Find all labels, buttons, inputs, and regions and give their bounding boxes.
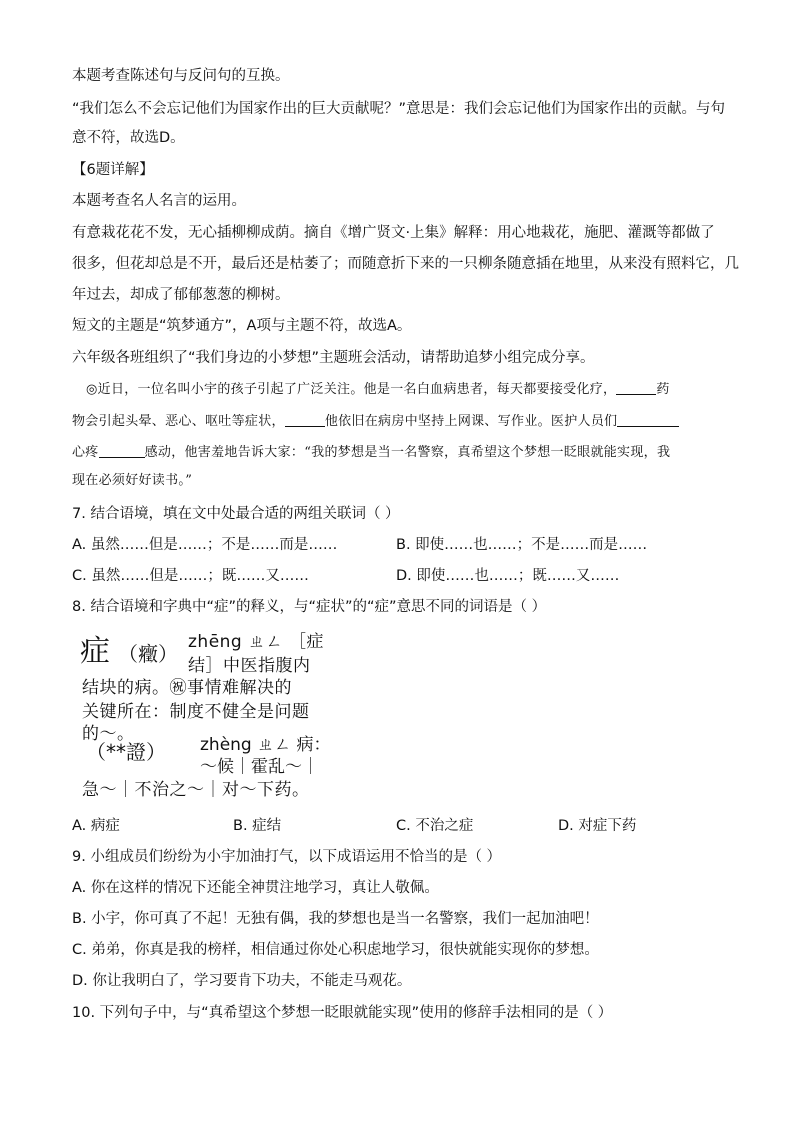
passage-text: 心疼 (72, 445, 99, 460)
option-d[interactable]: D. 对症下药 (558, 818, 637, 834)
passage-line (72, 443, 670, 462)
fill-blank[interactable] (99, 443, 145, 458)
dict-pinyin: zhēng ㄓㄥ ［症 (188, 632, 325, 652)
question-stem: 8. 结合语境和字典中“症”的释义，与“症状”的“症”意思不同的词语是（ ） (72, 599, 547, 615)
option-d[interactable]: D. 即使……也……；既……又…… (396, 568, 620, 584)
passage-text: ◎近日，一位名叫小宇的孩子引起了广泛关注。他是一名白血病患者，每天都要接受化疗， (86, 382, 617, 397)
text-line: 短文的主题是“筑梦通方”，A项与主题不符，故选A。 (72, 318, 412, 334)
option-b[interactable]: B. 小宇，你可真了不起！无独有偶，我的梦想也是当一名警察，我们一起加油吧！ (72, 911, 599, 927)
question-stem: 7. 结合语境，填在文中处最合适的两组关联词（ ） (72, 506, 400, 522)
option-d[interactable]: D. 你让我明白了，学习要肯下功夫，不能走马观花。 (72, 973, 412, 989)
dict-headword: 症 (80, 634, 110, 669)
passage-line (72, 412, 679, 431)
question-stem: 10. 下列句子中，与“真希望这个梦想一眨眼就能实现”使用的修辞手法相同的是（ ） (72, 1005, 613, 1021)
option-b[interactable]: B. 即使……也……；不是……而是…… (396, 537, 648, 553)
option-c[interactable]: C. 不治之症 (396, 818, 474, 834)
dict-definition: 的～。 (82, 724, 135, 744)
passage-line: 现在必须好好读书。” (72, 473, 193, 488)
dict-pinyin-2: zhèng ㄓㄥ 病： (200, 735, 331, 755)
text-line: 本题考查陈述句与反问句的互换。 (72, 68, 290, 84)
text-line: “我们怎么不会忘记他们为国家作出的巨大贡献呢？”意思是：我们会忘记他们为国家作出的贡献。与句 (72, 101, 726, 117)
text-line: 六年级各班组织了“我们身边的小梦想”主题班会活动，请帮助追梦小组完成分享。 (72, 350, 595, 366)
passage-text: 他依旧在病房中坚持上网课、写作业。医护人员们 (324, 414, 618, 429)
passage-text: 药 (656, 382, 670, 397)
dict-definition: ～候｜霍乱～｜ (200, 757, 319, 777)
passage-text: 物会引起头晕、恶心、呕吐等症状， (72, 414, 285, 429)
option-b[interactable]: B. 症结 (233, 818, 282, 834)
text-line: 很多，但花却总是不开，最后还是枯萎了；而随意折下来的一只柳条随意插在地里，从来没有照料它，几 (72, 256, 739, 272)
dict-definition: 急～｜不治之～｜对～下药。 (82, 780, 310, 800)
option-a[interactable]: A. 病症 (72, 818, 120, 834)
dict-definition: 关键所在：制度不健全是问题 (82, 702, 310, 722)
dict-variant: （癥） (118, 642, 178, 666)
fill-blank[interactable] (285, 412, 325, 427)
text-line: 年过去，却成了郁郁葱葱的柳树。 (72, 287, 290, 303)
option-a[interactable]: A. 你在这样的情况下还能全神贯注地学习，真让人敬佩。 (72, 880, 439, 896)
fill-blank[interactable] (616, 380, 656, 395)
option-c[interactable]: C. 虽然……但是……；既……又…… (72, 568, 309, 584)
dict-variant-2: （**證） (86, 740, 166, 764)
question-stem: 9. 小组成员们纷纷为小宇加油打气，以下成语运用不恰当的是（ ） (72, 849, 502, 865)
option-a[interactable]: A. 虽然……但是……；不是……而是…… (72, 537, 338, 553)
dictionary-entry (80, 628, 331, 804)
option-c[interactable]: C. 弟弟，你真是我的榜样，相信通过你处心积虑地学习，很快就能实现你的梦想。 (72, 942, 599, 958)
dict-definition: 结］中医指腹内 (188, 656, 311, 676)
text-line: 意不符，故选D。 (72, 130, 185, 146)
text-line: 本题考查名人名言的运用。 (72, 193, 246, 209)
passage-line (86, 380, 670, 399)
dict-definition: 结块的病。㊗事情难解决的 (82, 678, 292, 698)
passage-text: 感动，他害羞地告诉大家：“我的梦想是当一名警察，真希望这个梦想一眨眼就能实现，我 (144, 445, 671, 460)
section-heading: 【6题详解】 (72, 162, 154, 178)
text-line: 有意栽花花不发，无心插柳柳成荫。摘自《增广贤文·上集》解释：用心地栽花，施肥、灌溉等都做了 (72, 225, 715, 241)
fill-blank[interactable] (617, 412, 679, 427)
